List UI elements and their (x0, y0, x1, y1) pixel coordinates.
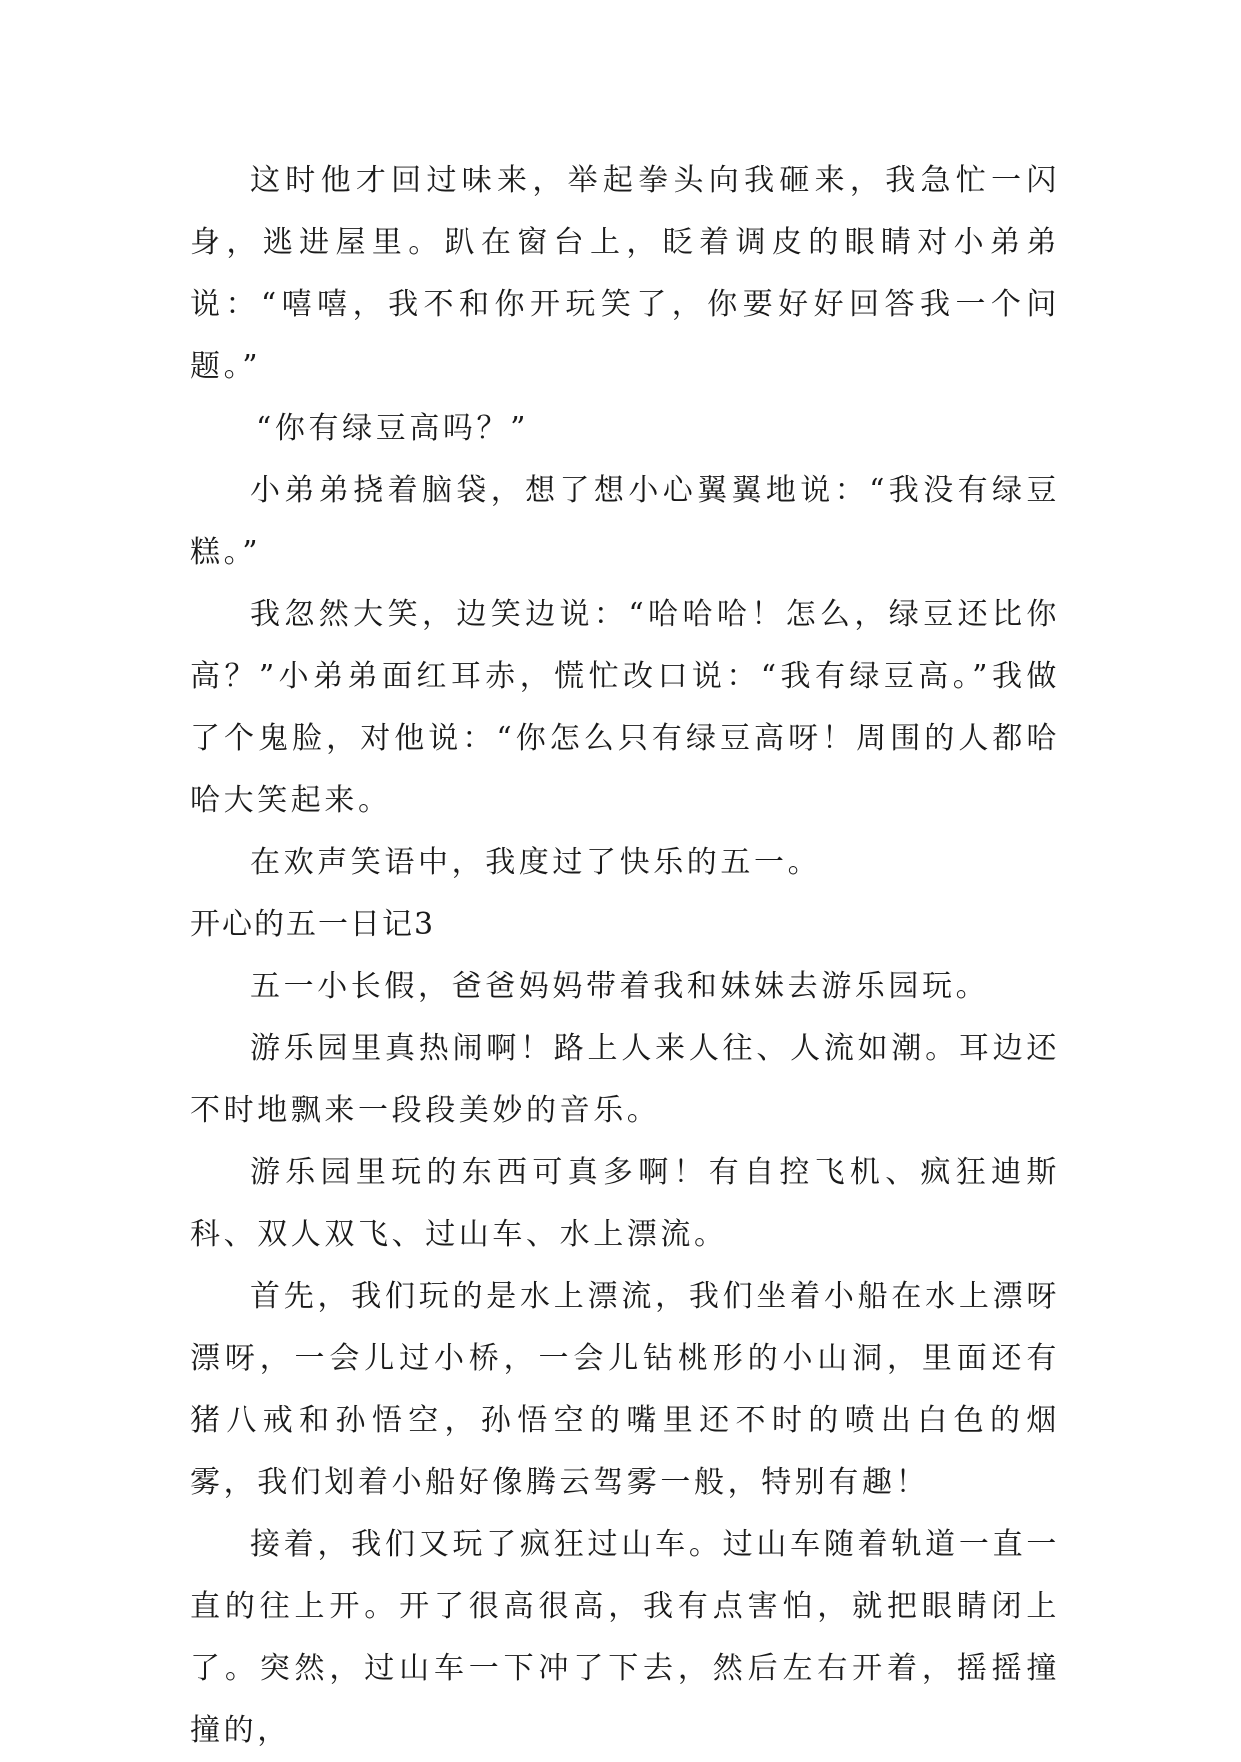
paragraph: 小弟弟挠着脑袋，想了想小心翼翼地说：“我没有绿豆糕。” (190, 473, 1060, 570)
document-body (190, 150, 1060, 1762)
paragraph: 接着，我们又玩了疯狂过山车。过山车随着轨道一直一直的往上开。开了很高很高，我有点害怕，就把眼睛闭上了。突然，过山车一下冲了下去，然后左右开着，摇摇撞撞的， (190, 1527, 1060, 1748)
paragraph: “你有绿豆高吗？” (256, 411, 530, 446)
paragraph: 在欢声笑语中，我度过了快乐的五一。 (250, 845, 822, 880)
paragraph: 首先，我们玩的是水上漂流，我们坐着小船在水上漂呀漂呀，一会儿过小桥，一会儿钻桃形的小山洞，里面还有猪八戒和孙悟空，孙悟空的嘴里还不时的喷出白色的烟雾，我们划着小船好像腾云驾雾一般，特别有趣！ (190, 1279, 1060, 1500)
paragraph: 游乐园里真热闹啊！路上人来人往、人流如潮。耳边还不时地飘来一段段美妙的音乐。 (190, 1031, 1060, 1128)
paragraph: 我忽然大笑，边笑边说：“哈哈哈！怎么，绿豆还比你高？”小弟弟面红耳赤，慌忙改口说：“我有绿豆高。”我做了个鬼脸，对他说：“你怎么只有绿豆高呀！周围的人都哈哈大笑起来。 (190, 597, 1060, 818)
section-heading: 开心的五一日记3 (190, 907, 436, 942)
paragraph: 这时他才回过味来，举起拳头向我砸来，我急忙一闪身，逃进屋里。趴在窗台上，眨着调皮的眼睛对小弟弟说：“嘻嘻，我不和你开玩笑了，你要好好回答我一个问题。” (190, 163, 1060, 384)
paragraph: 游乐园里玩的东西可真多啊！有自控飞机、疯狂迪斯科、双人双飞、过山车、水上漂流。 (190, 1155, 1060, 1252)
paragraph: 五一小长假，爸爸妈妈带着我和妹妹去游乐园玩。 (250, 969, 990, 1004)
